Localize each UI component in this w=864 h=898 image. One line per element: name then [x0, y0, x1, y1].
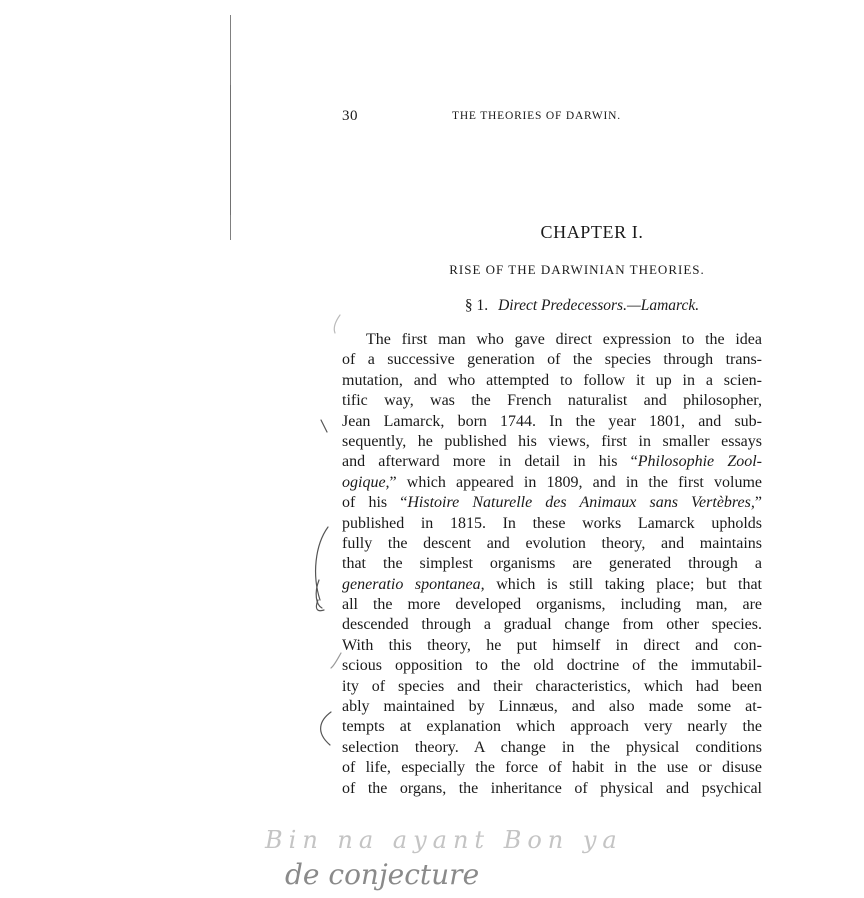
text-line: mutation, and who attempted to follow it up in a scien-: [342, 371, 762, 389]
chapter-title: CHAPTER I.: [540, 222, 644, 242]
text-line: of the organs, the inheritance of physical and psychical: [342, 779, 762, 797]
latin-term: generatio spontanea,: [342, 575, 485, 593]
text-segment: which is still taking place; but that: [484, 575, 762, 593]
text-line: published in 1815. In these works Lamarck upholds: [342, 514, 762, 532]
text-segment: ”: [754, 494, 762, 512]
section-title: Direct Predecessors.—Lamarck.: [498, 297, 700, 314]
text-line: ity of species and their characteristics, which had been: [342, 677, 762, 695]
text-segment: and afterward more in detail in his “: [342, 453, 638, 471]
text-line: With this theory, he put himself in direct and con-: [342, 636, 762, 654]
text-line: fully the descent and evolution theory, and maintains: [342, 534, 762, 552]
page-number: 30: [342, 108, 358, 124]
section-number: § 1.: [464, 297, 489, 314]
text-line: that the simplest organisms are generated through a: [342, 555, 762, 573]
text-line: tempts at explanation which approach very nearly the: [342, 718, 762, 736]
text-line: sequently, he published his views, first in smaller essays: [342, 432, 762, 450]
handwritten-note: Bin na ayant Bon ya: [265, 826, 623, 854]
text-line: scious opposition to the old doctrine of the immutabil-: [342, 657, 762, 675]
text-line: descended through a gradual change from other species.: [342, 616, 762, 634]
handwritten-note: de conjecture: [285, 858, 480, 891]
text-line: of life, especially the force of habit in the use or disuse: [342, 759, 762, 777]
text-line: tific way, was the French naturalist and philosopher,: [342, 392, 762, 410]
text-segment: of his “: [342, 494, 408, 512]
text-line: Jean Lamarck, born 1744. In the year 1801, and sub-: [342, 412, 762, 430]
text-line: all the more developed organisms, including man, are: [342, 596, 762, 614]
text-line: selection theory. A change in the physical conditions: [342, 738, 762, 756]
chapter-subtitle: RISE OF THE DARWINIAN THEORIES.: [449, 262, 705, 277]
text-line: The first man who gave direct expression to the idea: [366, 331, 762, 348]
book-title: ogique,: [342, 473, 390, 491]
text-segment: ” which appeared in 1809, and in the first volume: [389, 473, 762, 491]
book-title: Histoire Naturelle des Animaux sans Vertèbres,: [407, 494, 755, 512]
text-line: ably maintained by Linnæus, and also made some at-: [342, 698, 762, 716]
book-title: Philosophie Zool-: [637, 453, 762, 471]
text-line: of a successive generation of the species through trans-: [342, 351, 762, 369]
running-title: THE THEORIES OF DARWIN.: [452, 110, 621, 122]
